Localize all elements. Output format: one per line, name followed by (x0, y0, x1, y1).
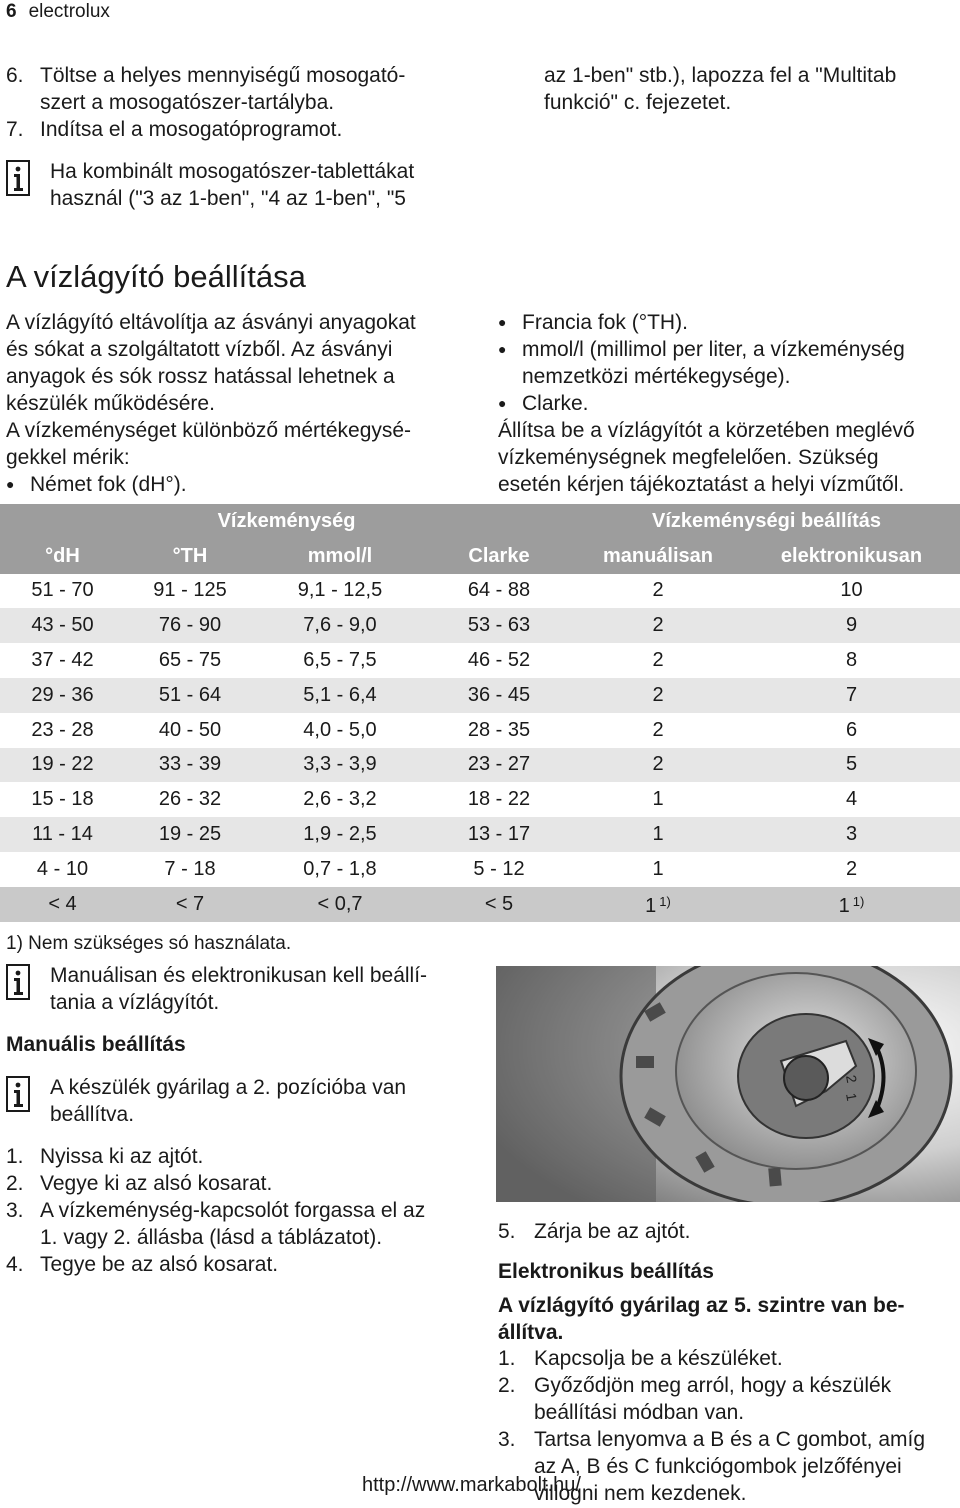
table-cell: 3,3 - 3,9 (303, 753, 377, 776)
info-text-line: Ha kombinált mosogatószer-tablettákat (50, 160, 415, 183)
step-text: az A, B és C funkciógombok jelzőfényei (534, 1455, 902, 1478)
step-5 (498, 1218, 960, 1245)
subtitle-line: A vízlágyító gyárilag az 5. szintre van be- (498, 1294, 905, 1317)
table-cell: 2 (845, 857, 858, 880)
table-cell: < 0,7 (317, 892, 363, 915)
intro-line: vízkeménységnek megfelelően. Szükség (498, 446, 879, 469)
page-header (6, 0, 110, 24)
table-cell: 2 (652, 753, 664, 776)
cell-value: 1 (645, 895, 657, 918)
manual-steps-list (6, 1143, 486, 1278)
list-item (498, 390, 960, 417)
table-cell: 6 (845, 718, 858, 741)
step-text: szert a mosogatószer-tartályba. (40, 91, 335, 114)
step-text: 1. vagy 2. állásba (lásd a táblázatot). (40, 1226, 383, 1249)
step-text: villogni nem kezdenek. (534, 1482, 747, 1505)
dial-label-2: 2 (843, 1073, 861, 1085)
table-cell: 51 - 64 (158, 683, 222, 706)
manual-setting-title: Manuális beállítás (6, 1033, 186, 1056)
info-icon (6, 964, 30, 1000)
table-cell (573, 887, 743, 922)
table-row (0, 574, 960, 609)
table-cell: 15 - 18 (31, 788, 94, 811)
column-header: °dH (45, 544, 80, 567)
table-cell: 4 - 10 (36, 857, 89, 880)
table-cell: 5,1 - 6,4 (303, 683, 377, 706)
table-cell: 1 (652, 788, 664, 811)
step-text: Nyissa ki az ajtót. (40, 1145, 204, 1168)
bullet-text: Clarke. (522, 392, 589, 415)
table-cell: 7,6 - 9,0 (303, 614, 377, 637)
info-note-factory (6, 1074, 486, 1128)
table-cell: 43 - 50 (31, 614, 94, 637)
bullet-text: mmol/l (millimol per liter, a vízkeménység (522, 338, 905, 361)
table-cell: 13 - 17 (467, 823, 531, 846)
intro-right (498, 309, 960, 498)
step-number: 1. (6, 1145, 24, 1168)
table-cell: 51 - 70 (31, 579, 94, 602)
table-cell: 91 - 125 (153, 579, 227, 602)
table-cell: 2 (652, 718, 664, 741)
section-title: A vízlágyító beállítása (6, 259, 306, 294)
table-cell: 9 (845, 614, 858, 637)
list-item (498, 309, 960, 336)
dial-illustration (496, 966, 960, 1202)
table-cell: 8 (845, 649, 858, 672)
table-cell: 6,5 - 7,5 (303, 649, 377, 672)
table-cell: 19 - 25 (158, 823, 222, 846)
footnote-marker: 1) (659, 894, 671, 910)
step-number: 2. (498, 1374, 516, 1397)
step-number: 1. (498, 1347, 516, 1370)
table-cell: 26 - 32 (158, 788, 222, 811)
table-cell: 29 - 36 (31, 683, 94, 706)
column-header: manuálisan (602, 544, 714, 567)
list-item (6, 1197, 486, 1251)
bullet-text: Német fok (dH°). (30, 473, 187, 496)
step-text: Vegye ki az alsó kosarat. (40, 1172, 273, 1195)
table-cell: 28 - 35 (467, 718, 531, 741)
step-text: beállítási módban van. (534, 1401, 745, 1424)
bullet-icon: ● (6, 476, 15, 492)
info-text-line: A készülék gyárilag a 2. pozícióba van (50, 1076, 407, 1099)
table-cell: 7 (845, 683, 858, 706)
table-cell: 9,1 - 12,5 (297, 579, 383, 602)
bullet-icon: ● (498, 395, 507, 411)
info-text-line: az 1-ben" stb.), lapozza fel a "Multitab (544, 64, 897, 87)
intro-line: A vízkeménységet különböző mértékegysé- (6, 419, 412, 442)
table-row (0, 678, 960, 713)
table-row (0, 817, 960, 852)
brand-name: electrolux (28, 1, 110, 22)
step-number: 6. (6, 64, 24, 87)
info-text-line: használ ("3 az 1-ben", "4 az 1-ben", "5 (50, 187, 406, 210)
electronic-setting-subtitle (498, 1292, 960, 1346)
step-number: 4. (6, 1253, 24, 1276)
info-icon (6, 160, 30, 196)
subtitle-line: állítva. (498, 1321, 564, 1344)
table-cell: 37 - 42 (31, 649, 94, 672)
table-cell: 46 - 52 (467, 649, 531, 672)
list-item (6, 62, 476, 116)
info-note-multitab (6, 158, 486, 212)
units-list-right (498, 309, 960, 417)
step-text: A vízkeménység-kapcsolót forgassa el az (40, 1199, 426, 1222)
table-row (0, 643, 960, 678)
column-header: elektronikusan (780, 544, 923, 567)
intro-line: anyagok és sók rossz hatással lehetnek a (6, 365, 395, 388)
column-header: Clarke (468, 544, 530, 567)
step-text: Kapcsolja be a készüléket. (534, 1347, 783, 1370)
step-number: 3. (6, 1199, 24, 1222)
step-text: Tartsa lenyomva a B és a C gombot, amíg (534, 1428, 926, 1451)
step-text: Töltse a helyes mennyiségű mosogató- (40, 64, 406, 87)
table-cell: 33 - 39 (158, 753, 222, 776)
step-text: Győződjön meg arról, hogy a készülék (534, 1374, 892, 1397)
steps-top-list (6, 62, 476, 143)
list-item (6, 116, 476, 143)
table-cell: < 7 (175, 892, 205, 915)
column-header: mmol/l (307, 544, 373, 567)
footnote-marker: 1) (852, 894, 865, 910)
group-header-hardness: Vízkeménység (217, 509, 356, 532)
info-note-manual (6, 962, 486, 1016)
water-softener-dial-photo (496, 966, 960, 1202)
step-number: 2. (6, 1172, 24, 1195)
step-text: Indítsa el a mosogatóprogramot. (40, 118, 343, 141)
table-cell: < 4 (48, 892, 77, 915)
table-cell: 11 - 14 (32, 823, 93, 846)
table-cell: 7 - 18 (164, 857, 216, 880)
table-cell: 19 - 22 (31, 753, 94, 776)
page-number: 6 (6, 1, 17, 22)
table-cell: 23 - 27 (467, 753, 531, 776)
table-row (0, 608, 960, 643)
table-header-row (0, 539, 960, 574)
table-row (0, 852, 960, 887)
units-list-left (6, 471, 486, 498)
table-cell: 0,7 - 1,8 (303, 857, 377, 880)
bullet-icon: ● (498, 314, 507, 330)
intro-line: és sókat a szolgáltatott vízből. Az ásványi (6, 338, 393, 361)
list-item (6, 1251, 486, 1278)
table-cell: 2 (652, 649, 664, 672)
step-text: Tegye be az alsó kosarat. (40, 1253, 279, 1276)
list-item (6, 1143, 486, 1170)
table-cell: 5 - 12 (473, 857, 525, 880)
table-cell: 64 - 88 (467, 579, 531, 602)
table-cell: 1 (652, 857, 664, 880)
footer-url-link[interactable]: http://www.markabolt.hu/ (362, 1474, 581, 1496)
table-cell (743, 887, 960, 922)
table-row-last (0, 887, 960, 922)
bullet-text: nemzetközi mértékegysége). (522, 365, 791, 388)
table-cell: 23 - 28 (31, 718, 94, 741)
intro-left (6, 309, 486, 498)
table-group-header-row (0, 504, 960, 539)
bullet-icon: ● (498, 341, 507, 357)
table-footnote: 1) Nem szükséges só használata. (6, 933, 292, 954)
table-cell: 3 (845, 823, 858, 846)
intro-line: A vízlágyító eltávolítja az ásványi anyagokat (6, 311, 416, 334)
table-cell: 1,9 - 2,5 (303, 823, 377, 846)
cell-value: 1 (838, 895, 850, 918)
column-header: °TH (172, 544, 208, 567)
table-cell: 65 - 75 (158, 649, 222, 672)
electronic-setting-title: Elektronikus beállítás (498, 1260, 714, 1283)
table-cell: 36 - 45 (467, 683, 531, 706)
intro-line: esetén kérjen tájékoztatást a helyi vízműtől. (498, 473, 905, 496)
step-number: 3. (498, 1428, 516, 1451)
table-cell: 18 - 22 (467, 788, 531, 811)
table-cell: 2 (652, 614, 664, 637)
table-cell: 40 - 50 (158, 718, 222, 741)
table-cell: 2 (652, 579, 664, 602)
list-item (6, 1170, 486, 1197)
info-text-line: Manuálisan és elektronikusan kell beállí- (50, 964, 428, 987)
table-row (0, 782, 960, 817)
list-item (498, 336, 960, 390)
step-number: 7. (6, 118, 24, 141)
table-cell: 1 (652, 823, 664, 846)
list-item (498, 1345, 960, 1372)
table-cell: 2,6 - 3,2 (303, 788, 377, 811)
table-row (0, 748, 960, 783)
table-cell: 4,0 - 5,0 (303, 718, 377, 741)
table-body (0, 574, 960, 922)
intro-line: gekkel mérik: (6, 446, 130, 469)
info-text-line: tania a vízlágyítót. (50, 991, 220, 1014)
water-hardness-table (0, 504, 960, 922)
info-icon (6, 1076, 30, 1112)
group-header-setting: Vízkeménységi beállítás (651, 509, 881, 532)
table-cell: 2 (652, 683, 664, 706)
list-item (498, 1372, 960, 1426)
intro-line: készülék működésére. (6, 392, 215, 415)
table-cell: < 5 (484, 892, 514, 915)
table-cell: 10 (840, 579, 863, 602)
table-row (0, 713, 960, 748)
info-text-line: beállítva. (50, 1103, 135, 1126)
dial-label-1: 1 (843, 1091, 861, 1103)
table-cell: 53 - 63 (467, 614, 531, 637)
table-cell: 76 - 90 (158, 614, 222, 637)
info-top-continued (544, 62, 954, 116)
info-text-line: funkció" c. fejezetet. (544, 91, 732, 114)
bullet-text: Francia fok (°TH). (522, 311, 688, 334)
intro-line: Állítsa be a vízlágyítót a körzetében meglévő (498, 419, 915, 442)
step-number: 5. (498, 1220, 516, 1243)
step-text: Zárja be az ajtót. (534, 1220, 691, 1243)
list-item (6, 471, 486, 498)
table-cell: 4 (845, 788, 858, 811)
table-cell: 5 (845, 753, 858, 776)
